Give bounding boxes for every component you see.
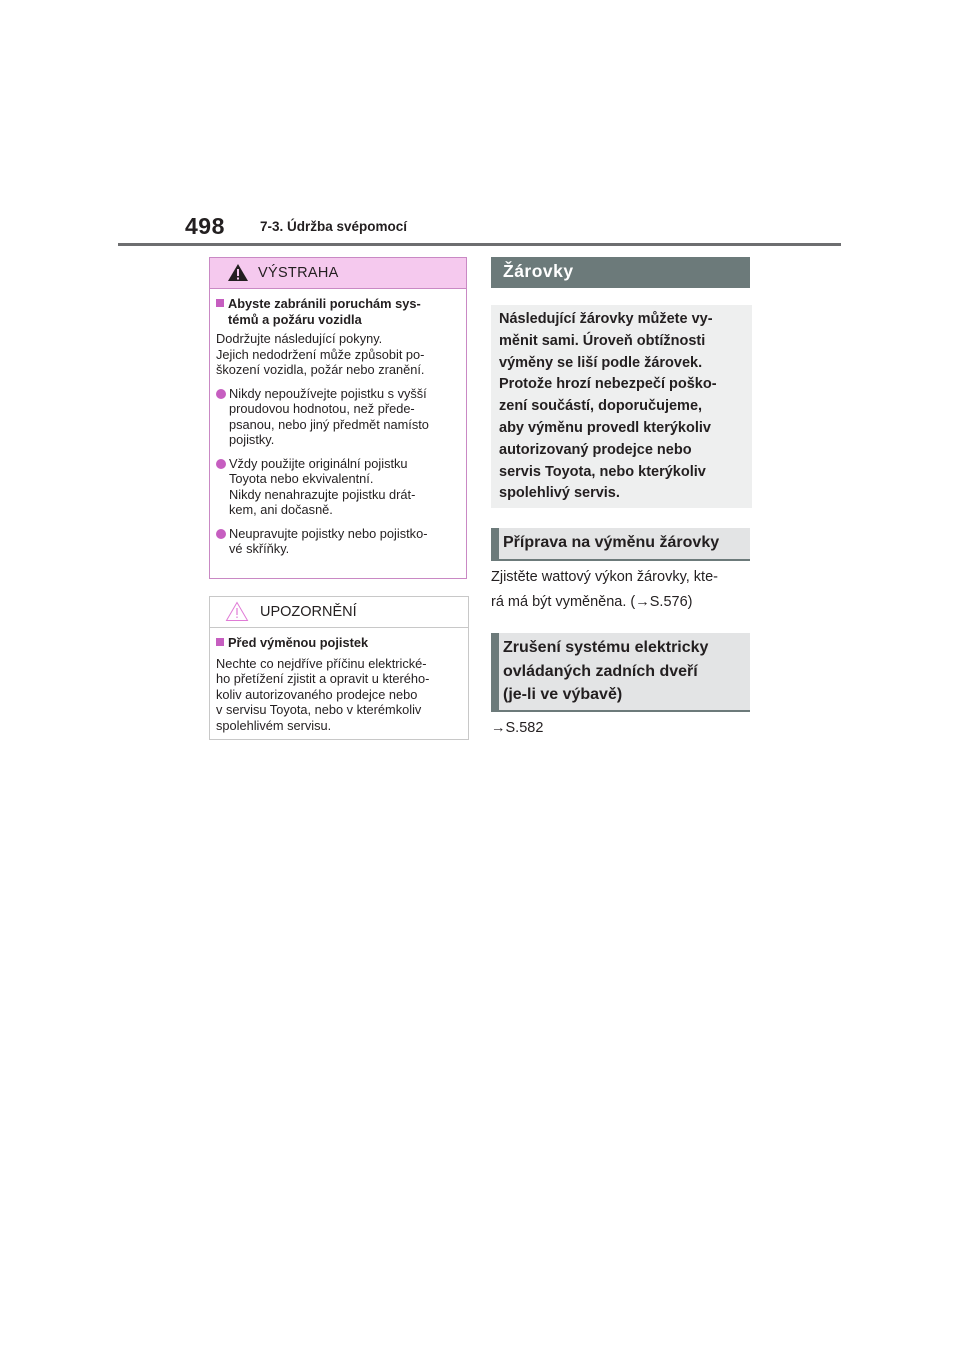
bulbs-intro-line: spolehlivý servis. <box>499 485 620 502</box>
bulbs-intro-line: měnit sami. Úroveň obtížnosti <box>499 332 706 349</box>
caution-body-line: spolehlivém servisu. <box>216 717 332 733</box>
square-bullet-icon <box>216 638 224 646</box>
warning-title: VÝSTRAHA <box>258 265 339 281</box>
warning-heading-line: témů a požáru vozidla <box>228 311 362 327</box>
prep-body-line: rá má být vyměněna. (→S.576) <box>491 594 693 610</box>
warning-bullet-item <box>216 526 460 557</box>
warning-triangle-icon <box>227 263 249 282</box>
bullet-line: Nikdy nepoužívejte pojistku s vyšší <box>229 385 427 401</box>
bulbs-intro-line: zení součástí, doporučujeme, <box>499 398 703 415</box>
bullet-line: vé skříňky. <box>229 541 290 556</box>
bullet-line: pojistky. <box>229 432 275 447</box>
warning-intro <box>216 331 460 378</box>
warning-intro-line: Jejich nedodržení může způsobit po- <box>216 346 425 362</box>
square-bullet-icon <box>216 299 224 307</box>
caution-body-line: Nechte co nejdříve příčinu elektrické- <box>216 655 427 671</box>
caution-triangle-icon <box>225 601 249 622</box>
warning-intro-line: škození vozidla, požár nebo zranění. <box>216 362 425 377</box>
tailgate-ref[interactable]: →S.582 <box>491 720 544 736</box>
caution-body-line: ho přetížení zjistit a opravit u kterého- <box>216 671 430 686</box>
warning-intro-line: Dodržujte následující pokyny. <box>216 331 383 346</box>
bulbs-heading: Žárovky <box>491 257 750 288</box>
warning-heading <box>216 296 460 327</box>
caution-title: UPOZORNĚNÍ <box>260 604 357 620</box>
header-rule <box>118 243 841 246</box>
caution-body-line: v servisu Toyota, nebo v kterémkoliv <box>216 702 422 717</box>
warning-header <box>210 258 466 289</box>
bulbs-intro <box>491 305 752 508</box>
prep-heading: Příprava na výměnu žárovky <box>491 528 750 561</box>
bullet-line: Nikdy nenahrazujte pojistku drát- <box>229 486 416 502</box>
prep-body <box>491 565 718 615</box>
section-title: 7-3. Údržba svépomocí <box>260 219 408 234</box>
bulbs-intro-line: autorizovaný prodejce nebo <box>499 441 692 458</box>
caution-heading <box>216 635 462 651</box>
bulbs-intro-line: aby výměnu provedl kterýkoliv <box>499 419 711 436</box>
bulbs-intro-line: Následující žárovky můžete vy- <box>499 311 713 327</box>
tailgate-heading-line: (je-li ve výbavě) <box>503 686 623 703</box>
tailgate-heading <box>491 633 750 712</box>
bullet-line: Toyota nebo ekvivalentní. <box>229 471 374 486</box>
circle-bullet-icon <box>216 389 226 399</box>
circle-bullet-icon <box>216 459 226 469</box>
prep-body-line: Zjistěte wattový výkon žárovky, kte- <box>491 569 718 585</box>
caution-body-line: koliv autorizovaného prodejce nebo <box>216 686 418 702</box>
warning-bullet-item <box>216 386 460 448</box>
caution-body <box>216 656 462 734</box>
bullet-line: proudovou hodnotou, než přede- <box>229 401 415 416</box>
bulbs-intro-line: výměny se liší podle žárovek. <box>499 354 703 371</box>
bulbs-intro-line: Protože hrozí nebezpečí poško- <box>499 376 717 393</box>
caution-heading-text: Před výměnou pojistek <box>228 635 369 650</box>
caution-header <box>210 597 468 628</box>
warning-bullet-item <box>216 456 460 518</box>
bulbs-intro-line: servis Toyota, nebo kterýkoliv <box>499 463 706 480</box>
bullet-line: kem, ani dočasně. <box>229 502 333 517</box>
page-number: 498 <box>185 213 225 239</box>
bullet-line: psanou, nebo jiný předmět namísto <box>229 416 429 432</box>
caution-box <box>209 596 469 740</box>
circle-bullet-icon <box>216 529 226 539</box>
bullet-line: Neupravujte pojistky nebo pojistko- <box>229 525 428 541</box>
tailgate-heading-line: ovládaných zadních dveří <box>503 662 698 680</box>
tailgate-heading-line: Zrušení systému elektricky <box>503 639 709 656</box>
warning-box <box>209 257 467 579</box>
bullet-line: Vždy použijte originální pojistku <box>229 455 408 471</box>
warning-heading-line: Abyste zabránili poruchám sys- <box>228 296 421 311</box>
